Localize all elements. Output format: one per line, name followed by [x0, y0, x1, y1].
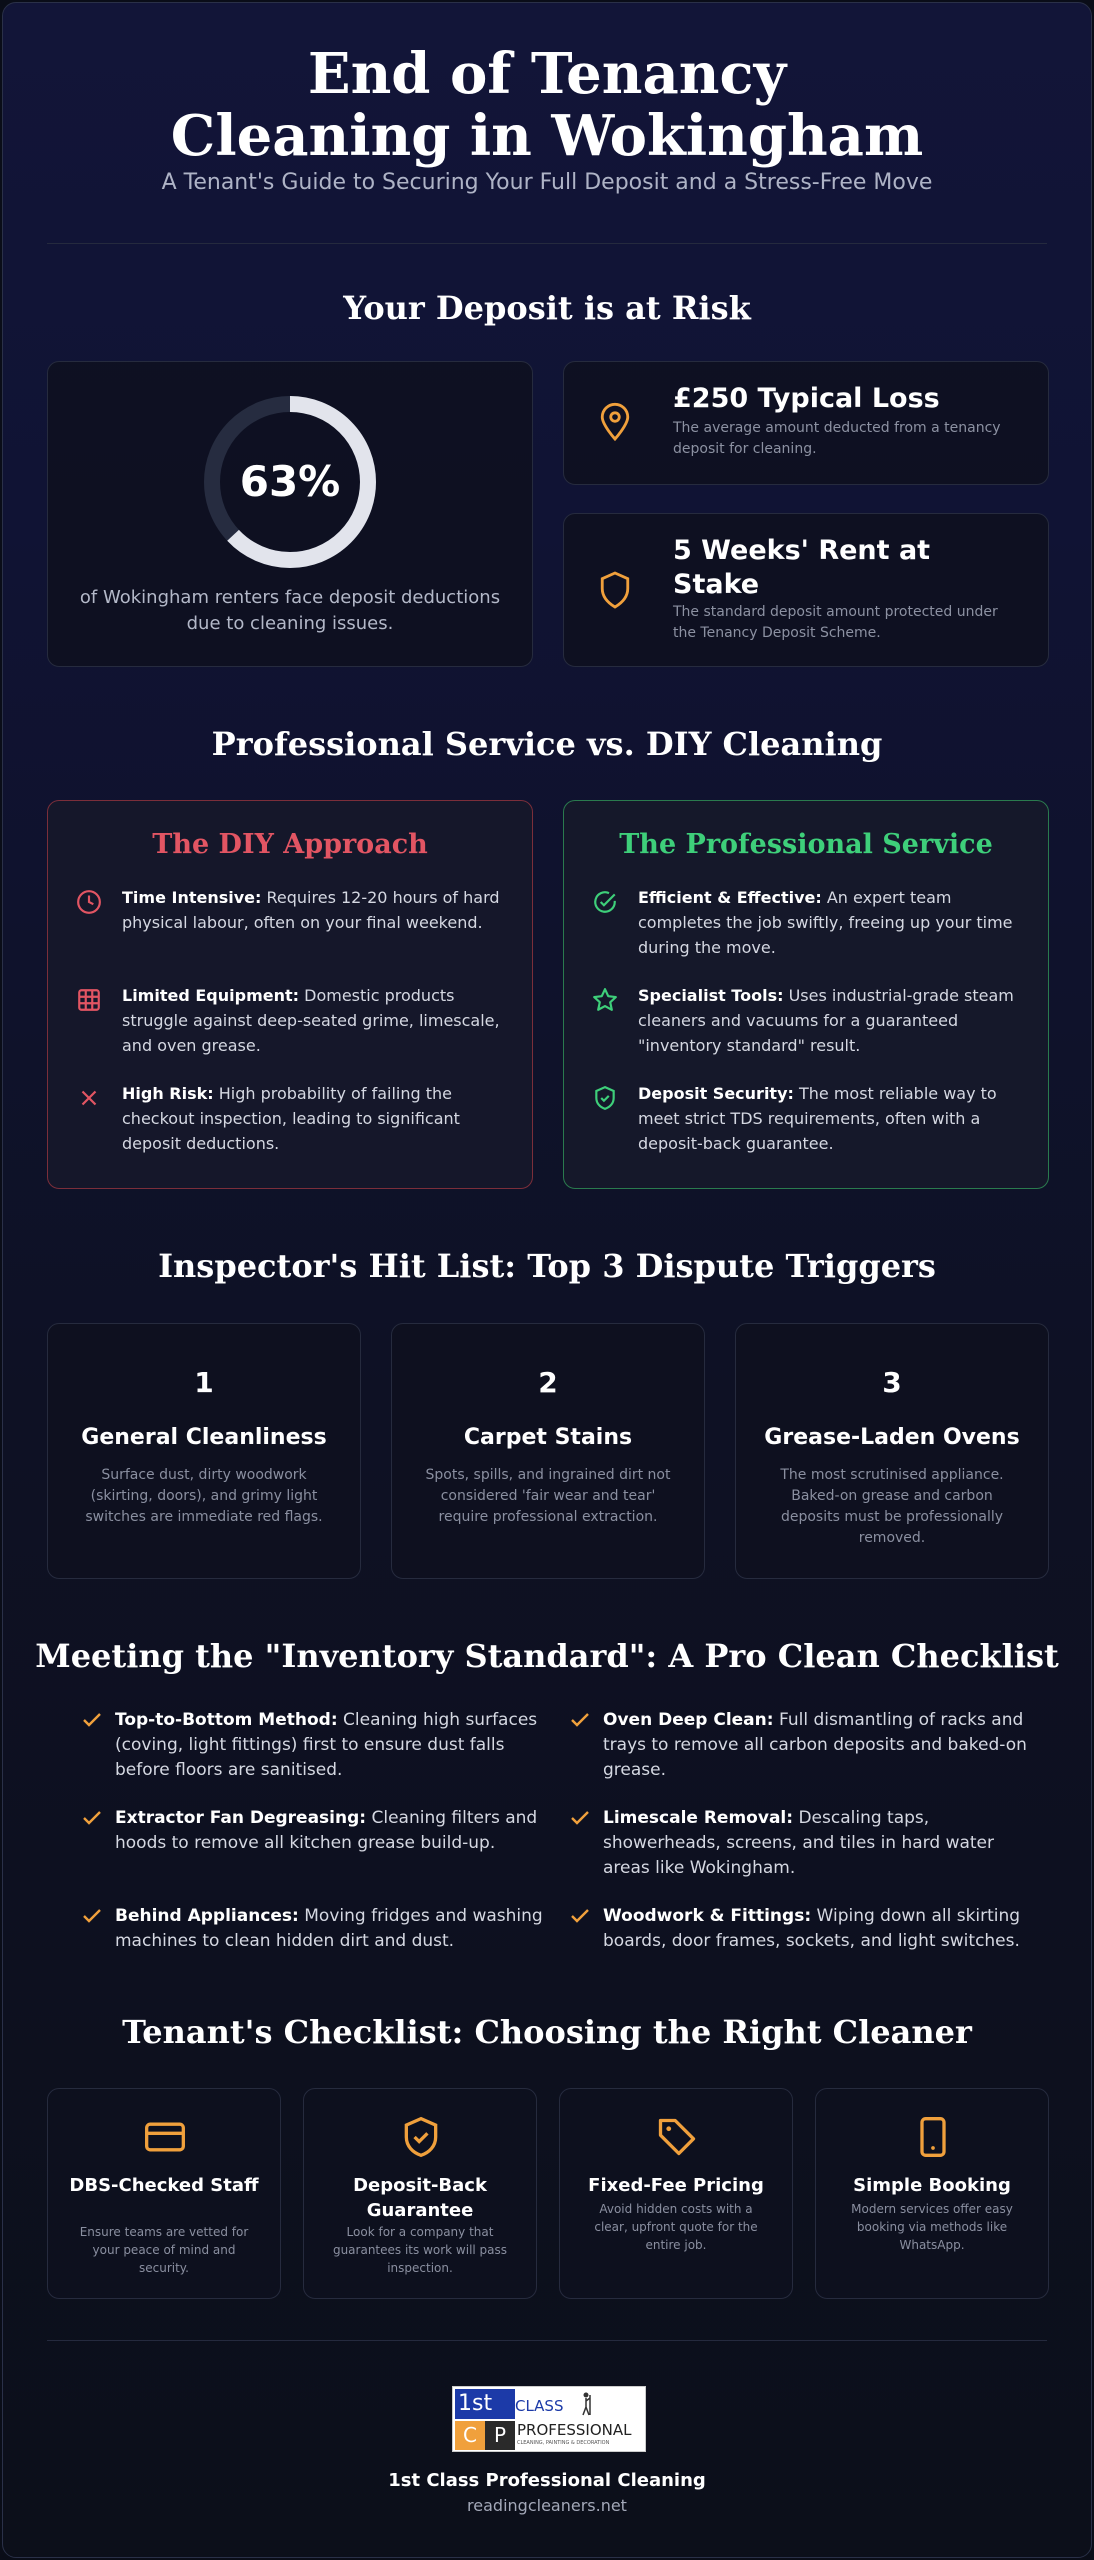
shield-check-icon — [399, 2115, 443, 2159]
divider — [47, 243, 1047, 244]
choosing-heading: Tenant's Checklist: Choosing the Right Cleaner — [122, 2013, 972, 2051]
choose-title: DBS-Checked Staff — [69, 2175, 259, 2196]
trigger-number: 3 — [882, 1366, 902, 1399]
choose-description: Modern services offer easy booking via methods like WhatsApp. — [851, 2202, 1013, 2252]
choose-card — [559, 2088, 793, 2299]
donut-value: 63% — [239, 457, 341, 506]
grid-icon — [76, 987, 102, 1013]
checklist-item: Woodwork & Fittings: Wiping down all skirting boards, door frames, sockets, and light switches. — [603, 1904, 1031, 1954]
checkmark-icon — [82, 1712, 102, 1728]
weeks-rent-card — [563, 513, 1049, 667]
shield-check-icon — [592, 1085, 618, 1111]
map-pin-icon — [598, 402, 632, 442]
donut-description: of Wokingham renters face deposit deductions due to cleaning issues. — [79, 587, 501, 634]
typical-loss-card — [563, 361, 1049, 485]
check-circle-icon — [592, 889, 618, 915]
risk-heading: Your Deposit is at Risk — [343, 289, 751, 327]
checkmark-icon — [570, 1712, 590, 1728]
infographic-page — [2, 2, 1092, 2558]
trigger-title: General Cleanliness — [81, 1425, 327, 1450]
checkmark-icon — [570, 1810, 590, 1826]
smartphone-icon — [911, 2115, 955, 2159]
shield-icon — [598, 570, 632, 610]
choose-title: Fixed-Fee Pricing — [588, 2175, 764, 2196]
trigger-card — [47, 1323, 361, 1579]
trigger-description: Surface dust, dirty woodwork (skirting, doors), and grimy light switches are immediate red flags. — [85, 1467, 323, 1525]
trigger-card — [391, 1323, 705, 1579]
pro-item: Efficient & Effective: An expert team completes the job swiftly, freeing up your time during the move. — [638, 888, 1013, 957]
choose-description: Look for a company that guarantees its work will pass inspection. — [332, 2225, 508, 2275]
trigger-description: Spots, spills, and ingrained dirt not considered 'fair wear and tear' require professional extraction. — [425, 1467, 671, 1525]
diy-title: The DIY Approach — [152, 829, 428, 860]
comparison-heading: Professional Service vs. DIY Cleaning — [211, 725, 883, 763]
choose-card — [303, 2088, 537, 2299]
cleaner-figure-icon — [579, 2391, 593, 2417]
trigger-description: The most scrutinised appliance. Baked-on grease and carbon deposits must be professionally removed. — [780, 1467, 1004, 1546]
donut-chart — [200, 392, 380, 572]
company-name: 1st Class Professional Cleaning — [388, 2470, 706, 2491]
pro-item: Specialist Tools: Uses industrial-grade steam cleaners and vacuums for a guaranteed "inventory standard" result. — [638, 986, 1014, 1055]
stat-description: The standard deposit amount protected under the Tenancy Deposit Scheme. — [673, 604, 998, 641]
divider — [47, 2340, 1047, 2341]
checkmark-icon — [82, 1810, 102, 1826]
checklist-item: Top-to-Bottom Method: Cleaning high surfaces (coving, light fittings) first to ensure dust falls before floors are sanitised. — [115, 1708, 543, 1783]
star-icon — [592, 987, 618, 1013]
diy-item: Time Intensive: Requires 12-20 hours of hard physical labour, often on your final weekend. — [122, 888, 500, 932]
company-logo: 1st CLASS C P PROFESSIONAL CLEANING, PAINTING & DECORATION — [452, 2386, 646, 2452]
choose-title: Simple Booking — [853, 2175, 1011, 2196]
choose-card — [47, 2088, 281, 2299]
checkmark-icon — [82, 1908, 102, 1924]
stat-title: £250 Typical Loss — [673, 383, 940, 414]
page-subtitle: A Tenant's Guide to Securing Your Full Deposit and a Stress-Free Move — [161, 170, 933, 195]
choose-title: Deposit-Back Guarantee — [353, 2175, 487, 2221]
checklist-heading: Meeting the "Inventory Standard": A Pro Clean Checklist — [35, 1637, 1059, 1675]
clock-icon — [76, 889, 102, 915]
diy-item: Limited Equipment: Domestic products struggle against deep-seated grime, limescale, and oven grease. — [122, 986, 500, 1055]
trigger-number: 2 — [538, 1366, 558, 1399]
checklist-item: Extractor Fan Degreasing: Cleaning filters and hoods to remove all kitchen grease build-up. — [115, 1806, 543, 1856]
credit-card-icon — [143, 2115, 187, 2159]
triggers-heading: Inspector's Hit List: Top 3 Dispute Triggers — [158, 1247, 936, 1285]
checkmark-icon — [570, 1908, 590, 1924]
title-line-2: Cleaning in Wokingham — [170, 103, 924, 169]
choose-description: Avoid hidden costs with a clear, upfront quote for the entire job. — [594, 2202, 758, 2252]
checklist-item: Oven Deep Clean: Full dismantling of racks and trays to remove all carbon deposits and baked-on grease. — [603, 1708, 1031, 1783]
page-title — [3, 43, 1091, 167]
choose-card — [815, 2088, 1049, 2299]
choose-description: Ensure teams are vetted for your peace of mind and security. — [79, 2225, 249, 2275]
deposit-risk-card — [47, 361, 533, 667]
x-icon — [76, 1085, 102, 1111]
checklist-item: Limescale Removal: Descaling taps, showerheads, screens, and tiles in hard water areas like Wokingham. — [603, 1806, 1031, 1881]
tag-icon — [655, 2115, 699, 2159]
diy-item: High Risk: High probability of failing the checkout inspection, leading to significant deposit deductions. — [122, 1084, 460, 1153]
checklist-item: Behind Appliances: Moving fridges and washing machines to clean hidden dirt and dust. — [115, 1904, 543, 1954]
pro-title: The Professional Service — [619, 829, 993, 860]
website-link[interactable]: readingcleaners.net — [467, 2496, 627, 2515]
pro-card — [563, 800, 1049, 1189]
trigger-title: Carpet Stains — [463, 1425, 633, 1450]
trigger-card — [735, 1323, 1049, 1579]
stat-description: The average amount deducted from a tenancy deposit for cleaning. — [673, 420, 1001, 457]
pro-item: Deposit Security: The most reliable way to meet strict TDS requirements, often with a deposit-back guarantee. — [638, 1084, 997, 1153]
diy-card — [47, 800, 533, 1189]
title-line-1: End of Tenancy — [307, 41, 787, 107]
stat-title: 5 Weeks' Rent at Stake — [673, 535, 931, 600]
trigger-title: Grease-Laden Ovens — [764, 1425, 1020, 1450]
trigger-number: 1 — [194, 1366, 214, 1399]
